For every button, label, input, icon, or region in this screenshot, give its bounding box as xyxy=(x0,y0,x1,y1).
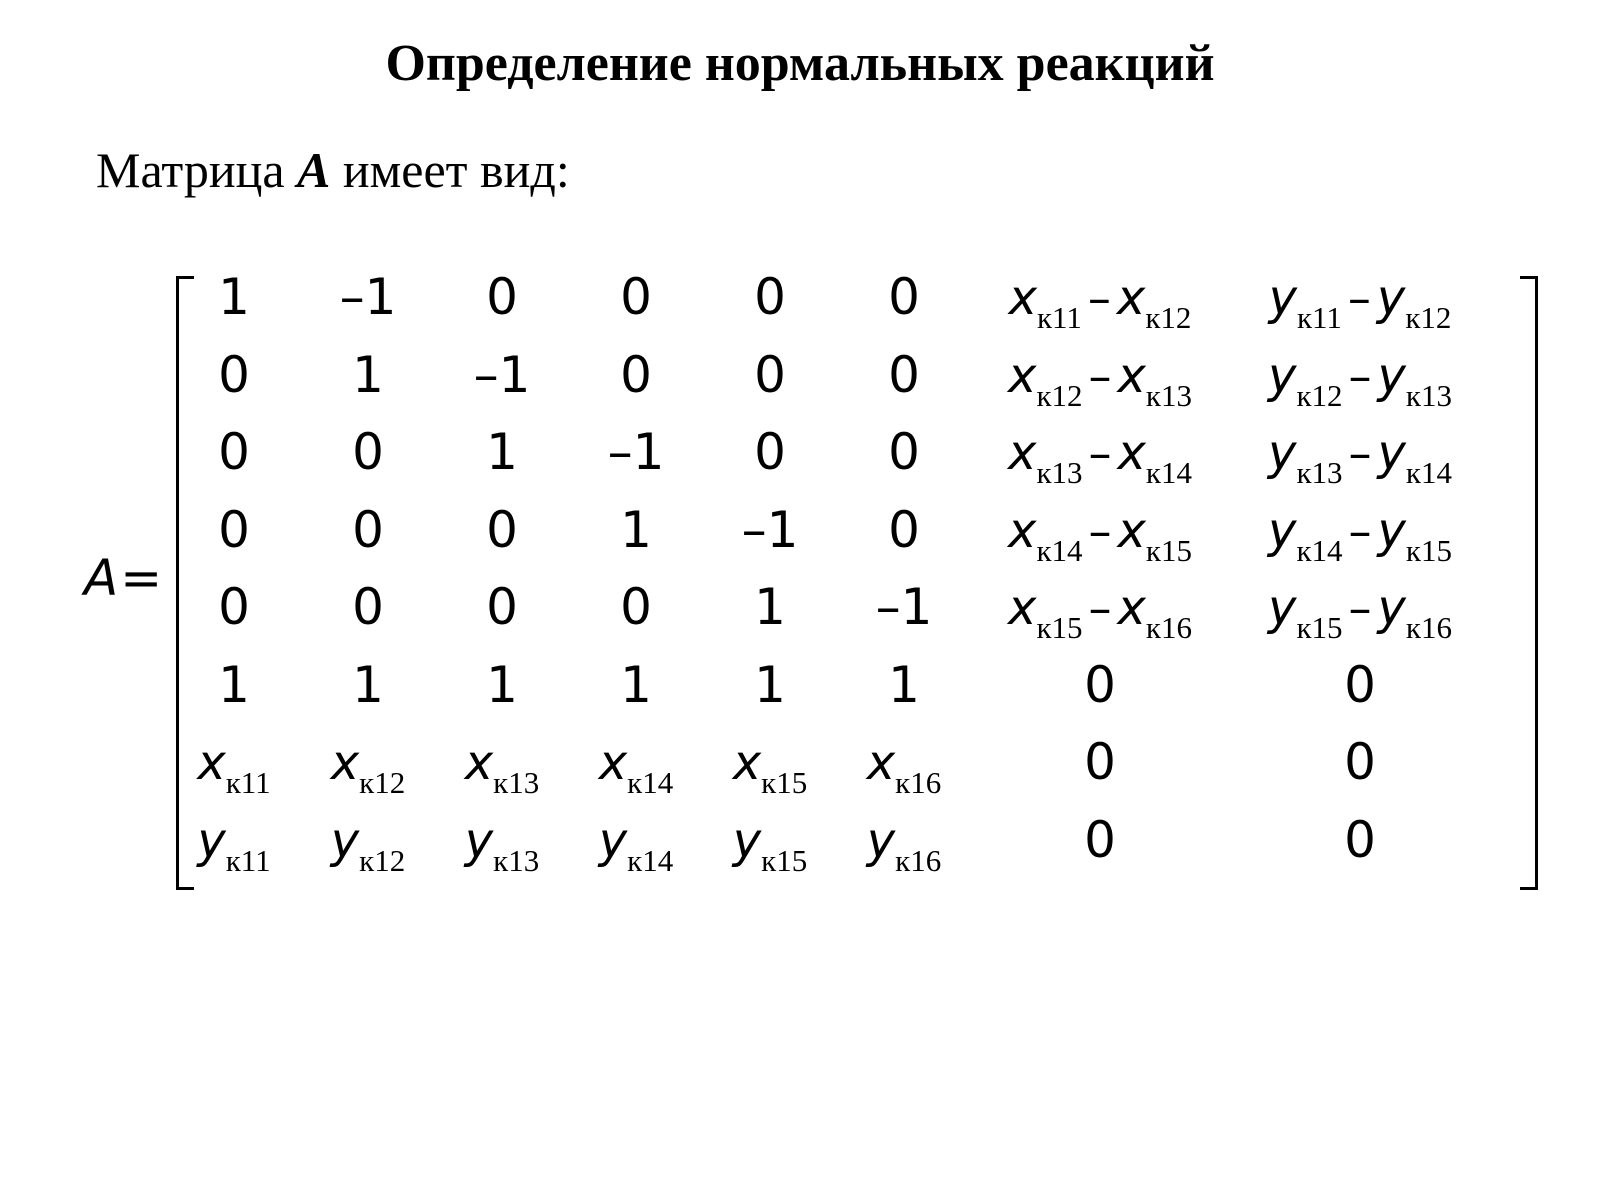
subscript: к15 xyxy=(1296,610,1343,645)
cell-value: 0 xyxy=(486,578,518,636)
lhs-symbol: A xyxy=(84,549,119,607)
matrix-cell-r8-c8 xyxy=(1240,805,1480,875)
matrix-cell-r3-c4 xyxy=(576,417,696,487)
matrix-cell-r2-c8 xyxy=(1240,340,1480,413)
matrix-cell-r6-c6 xyxy=(844,650,964,720)
cell-value: 0 xyxy=(352,578,384,636)
matrix-cell-r3-c6 xyxy=(844,417,964,487)
cell-value: 1 xyxy=(486,423,518,481)
cell-value: 0 xyxy=(620,268,652,326)
matrix-cell-r5-c2 xyxy=(308,572,428,642)
variable: x xyxy=(1008,580,1037,636)
subscript: к12 xyxy=(1145,300,1192,335)
matrix-cell-r6-c7 xyxy=(980,650,1220,720)
matrix-cell-r1-c8 xyxy=(1240,262,1480,335)
variable: x xyxy=(1116,270,1146,326)
minus-sign: – xyxy=(1348,581,1372,635)
subscript: к11 xyxy=(1297,300,1342,335)
matrix-cell-r2-c1 xyxy=(174,340,294,410)
matrix-cell-r5-c6 xyxy=(844,572,964,642)
variable: y xyxy=(732,812,762,869)
cell-value: 0 xyxy=(754,345,786,404)
minus-sign: – xyxy=(1347,271,1371,325)
subscript: к13 xyxy=(1296,455,1343,490)
matrix-cell-r2-c5 xyxy=(710,340,830,410)
cell-value: 1 xyxy=(620,500,652,559)
cell-value: –1 xyxy=(741,500,799,559)
cell-value: 0 xyxy=(218,500,250,559)
variable: x xyxy=(1008,270,1037,326)
minus-sign: – xyxy=(1348,503,1372,558)
subscript: к15 xyxy=(1036,610,1083,645)
matrix-cell-r8-c6 xyxy=(844,805,964,878)
matrix-cell-r7-c6 xyxy=(844,727,964,800)
matrix-cell-r1-c7 xyxy=(980,262,1220,335)
matrix-cell-r7-c5 xyxy=(710,727,830,800)
subscript: к14 xyxy=(627,842,674,878)
cell-value: 0 xyxy=(888,500,920,559)
cell-value: 1 xyxy=(754,578,786,636)
subscript: к13 xyxy=(1405,377,1452,413)
subscript: к16 xyxy=(895,765,942,800)
variable: x xyxy=(464,735,494,791)
matrix-cell-r2-c3 xyxy=(442,340,562,410)
matrix-cell-r4-c3 xyxy=(442,495,562,565)
variable: y xyxy=(1377,502,1406,559)
subscript: к15 xyxy=(761,842,808,878)
variable: y xyxy=(1268,347,1297,404)
variable: x xyxy=(598,735,628,791)
cell-value: 0 xyxy=(1344,733,1376,791)
cell-value: 1 xyxy=(486,655,518,714)
intro-before: Матрица xyxy=(96,142,298,198)
intro-matrix-symbol: A xyxy=(297,142,331,198)
cell-value: 0 xyxy=(486,500,518,559)
matrix-cell-r8-c4 xyxy=(576,805,696,878)
matrix-cell-r7-c8 xyxy=(1240,727,1480,797)
cell-value: 1 xyxy=(754,655,786,714)
matrix-cell-r6-c4 xyxy=(576,650,696,720)
variable: x xyxy=(1117,580,1146,636)
matrix-cell-r4-c7 xyxy=(980,495,1220,568)
variable: y xyxy=(866,812,896,869)
variable: x xyxy=(330,735,360,791)
matrix-cell-r5-c8 xyxy=(1240,572,1480,645)
matrix-cell-r4-c2 xyxy=(308,495,428,565)
matrix-right-bracket xyxy=(1520,276,1538,890)
cell-value: 0 xyxy=(1084,810,1116,869)
subscript: к11 xyxy=(225,842,271,878)
cell-value: 0 xyxy=(754,423,786,481)
matrix-cell-r2-c4 xyxy=(576,340,696,410)
subscript: к11 xyxy=(1037,300,1082,335)
subscript: к13 xyxy=(493,842,540,878)
matrix-cell-r4-c8 xyxy=(1240,495,1480,568)
variable: y xyxy=(1268,502,1297,559)
variable: y xyxy=(1376,270,1406,326)
cell-value: 0 xyxy=(1084,733,1116,791)
variable: x xyxy=(1117,502,1146,559)
matrix-cell-r4-c5 xyxy=(710,495,830,565)
matrix-cell-r7-c4 xyxy=(576,727,696,800)
subscript: к15 xyxy=(1405,532,1452,568)
variable: y xyxy=(330,812,360,869)
variable: x xyxy=(1117,425,1146,481)
equation-lhs xyxy=(84,548,162,608)
variable: x xyxy=(1008,502,1037,559)
subscript: к12 xyxy=(1036,377,1083,413)
matrix-cell-r8-c2 xyxy=(308,805,428,878)
matrix-cell-r4-c6 xyxy=(844,495,964,565)
matrix-cell-r1-c4 xyxy=(576,262,696,332)
page-title: Определение нормальных реакций xyxy=(385,35,1215,92)
subscript: к13 xyxy=(1145,377,1192,413)
cell-value: 0 xyxy=(1344,655,1376,714)
cell-value: 0 xyxy=(888,423,920,481)
variable: x xyxy=(1117,347,1146,404)
matrix-cell-r6-c3 xyxy=(442,650,562,720)
intro-after: имеет вид: xyxy=(330,142,570,198)
variable: y xyxy=(1268,580,1297,636)
cell-value: 0 xyxy=(486,268,518,326)
matrix-cell-r1-c1 xyxy=(174,262,294,332)
cell-value: 0 xyxy=(888,268,920,326)
cell-value: 1 xyxy=(352,655,384,714)
matrix-cell-r5-c3 xyxy=(442,572,562,642)
matrix-cell-r1-c5 xyxy=(710,262,830,332)
matrix-cell-r8-c5 xyxy=(710,805,830,878)
matrix-cell-r7-c3 xyxy=(442,727,562,800)
matrix-cell-r8-c1 xyxy=(174,805,294,878)
matrix-cell-r1-c2 xyxy=(308,262,428,332)
intro-text xyxy=(96,140,570,200)
variable: y xyxy=(464,812,494,869)
subscript: к16 xyxy=(1145,610,1192,645)
matrix-cell-r8-c3 xyxy=(442,805,562,878)
matrix-cell-r5-c4 xyxy=(576,572,696,642)
minus-sign: – xyxy=(1087,271,1111,325)
minus-sign: – xyxy=(1088,581,1112,635)
cell-value: –1 xyxy=(339,268,397,326)
matrix-cell-r7-c2 xyxy=(308,727,428,800)
equals-sign: = xyxy=(120,549,163,607)
variable: y xyxy=(1377,425,1406,481)
cell-value: 0 xyxy=(218,345,250,404)
variable: x xyxy=(866,735,896,791)
matrix-cell-r2-c7 xyxy=(980,340,1220,413)
subscript: к14 xyxy=(1036,532,1083,568)
matrix-cell-r2-c2 xyxy=(308,340,428,410)
cell-value: 1 xyxy=(218,655,250,714)
variable: y xyxy=(1377,580,1406,636)
variable: y xyxy=(598,812,628,869)
cell-value: 0 xyxy=(352,500,384,559)
matrix-cell-r6-c2 xyxy=(308,650,428,720)
subscript: к15 xyxy=(761,765,808,800)
variable: x xyxy=(1008,347,1037,404)
matrix-cell-r5-c5 xyxy=(710,572,830,642)
matrix-cell-r5-c1 xyxy=(174,572,294,642)
cell-value: 1 xyxy=(888,655,920,714)
cell-value: –1 xyxy=(875,578,933,636)
cell-value: 0 xyxy=(620,345,652,404)
matrix-cell-r8-c7 xyxy=(980,805,1220,875)
matrix-cell-r3-c3 xyxy=(442,417,562,487)
cell-value: 1 xyxy=(218,268,250,326)
subscript: к14 xyxy=(1145,455,1192,490)
matrix-cell-r4-c4 xyxy=(576,495,696,565)
cell-value: 0 xyxy=(352,423,384,481)
subscript: к14 xyxy=(1405,455,1452,490)
subscript: к12 xyxy=(1296,377,1343,413)
matrix-cell-r7-c7 xyxy=(980,727,1220,797)
subscript: к14 xyxy=(627,765,674,800)
cell-value: 1 xyxy=(620,655,652,714)
cell-value: –1 xyxy=(607,423,665,481)
variable: y xyxy=(1377,347,1406,404)
matrix-cell-r3-c5 xyxy=(710,417,830,487)
matrix-cell-r5-c7 xyxy=(980,572,1220,645)
matrix-cell-r4-c1 xyxy=(174,495,294,565)
variable: y xyxy=(1268,270,1297,326)
cell-value: 0 xyxy=(1344,810,1376,869)
minus-sign: – xyxy=(1348,426,1372,480)
cell-value: –1 xyxy=(473,345,531,404)
cell-value: 0 xyxy=(218,578,250,636)
minus-sign: – xyxy=(1088,348,1112,403)
minus-sign: – xyxy=(1348,348,1372,403)
variable: x xyxy=(197,735,226,791)
matrix-cell-r3-c1 xyxy=(174,417,294,487)
cell-value: 0 xyxy=(1084,655,1116,714)
variable: y xyxy=(1268,425,1297,481)
subscript: к12 xyxy=(359,765,406,800)
subscript: к13 xyxy=(1036,455,1083,490)
minus-sign: – xyxy=(1088,503,1112,558)
matrix-cell-r3-c8 xyxy=(1240,417,1480,490)
variable: x xyxy=(1008,425,1037,481)
subscript: к13 xyxy=(493,765,540,800)
matrix-cell-r6-c8 xyxy=(1240,650,1480,720)
minus-sign: – xyxy=(1088,426,1112,480)
variable: x xyxy=(732,735,762,791)
matrix-cell-r7-c1 xyxy=(174,727,294,800)
matrix-cell-r3-c2 xyxy=(308,417,428,487)
matrix-cell-r6-c5 xyxy=(710,650,830,720)
subscript: к12 xyxy=(1405,300,1452,335)
matrix-cell-r1-c3 xyxy=(442,262,562,332)
subscript: к16 xyxy=(1405,610,1452,645)
cell-value: 0 xyxy=(620,578,652,636)
cell-value: 0 xyxy=(754,268,786,326)
matrix-cell-r6-c1 xyxy=(174,650,294,720)
subscript: к12 xyxy=(359,842,406,878)
variable: y xyxy=(197,812,226,869)
subscript: к16 xyxy=(895,842,942,878)
subscript: к14 xyxy=(1296,532,1343,568)
matrix-cell-r1-c6 xyxy=(844,262,964,332)
matrix-cell-r2-c6 xyxy=(844,340,964,410)
cell-value: 0 xyxy=(888,345,920,404)
subscript: к15 xyxy=(1145,532,1192,568)
matrix-cell-r3-c7 xyxy=(980,417,1220,490)
subscript: к11 xyxy=(225,765,271,800)
cell-value: 1 xyxy=(352,345,384,404)
cell-value: 0 xyxy=(218,423,250,481)
